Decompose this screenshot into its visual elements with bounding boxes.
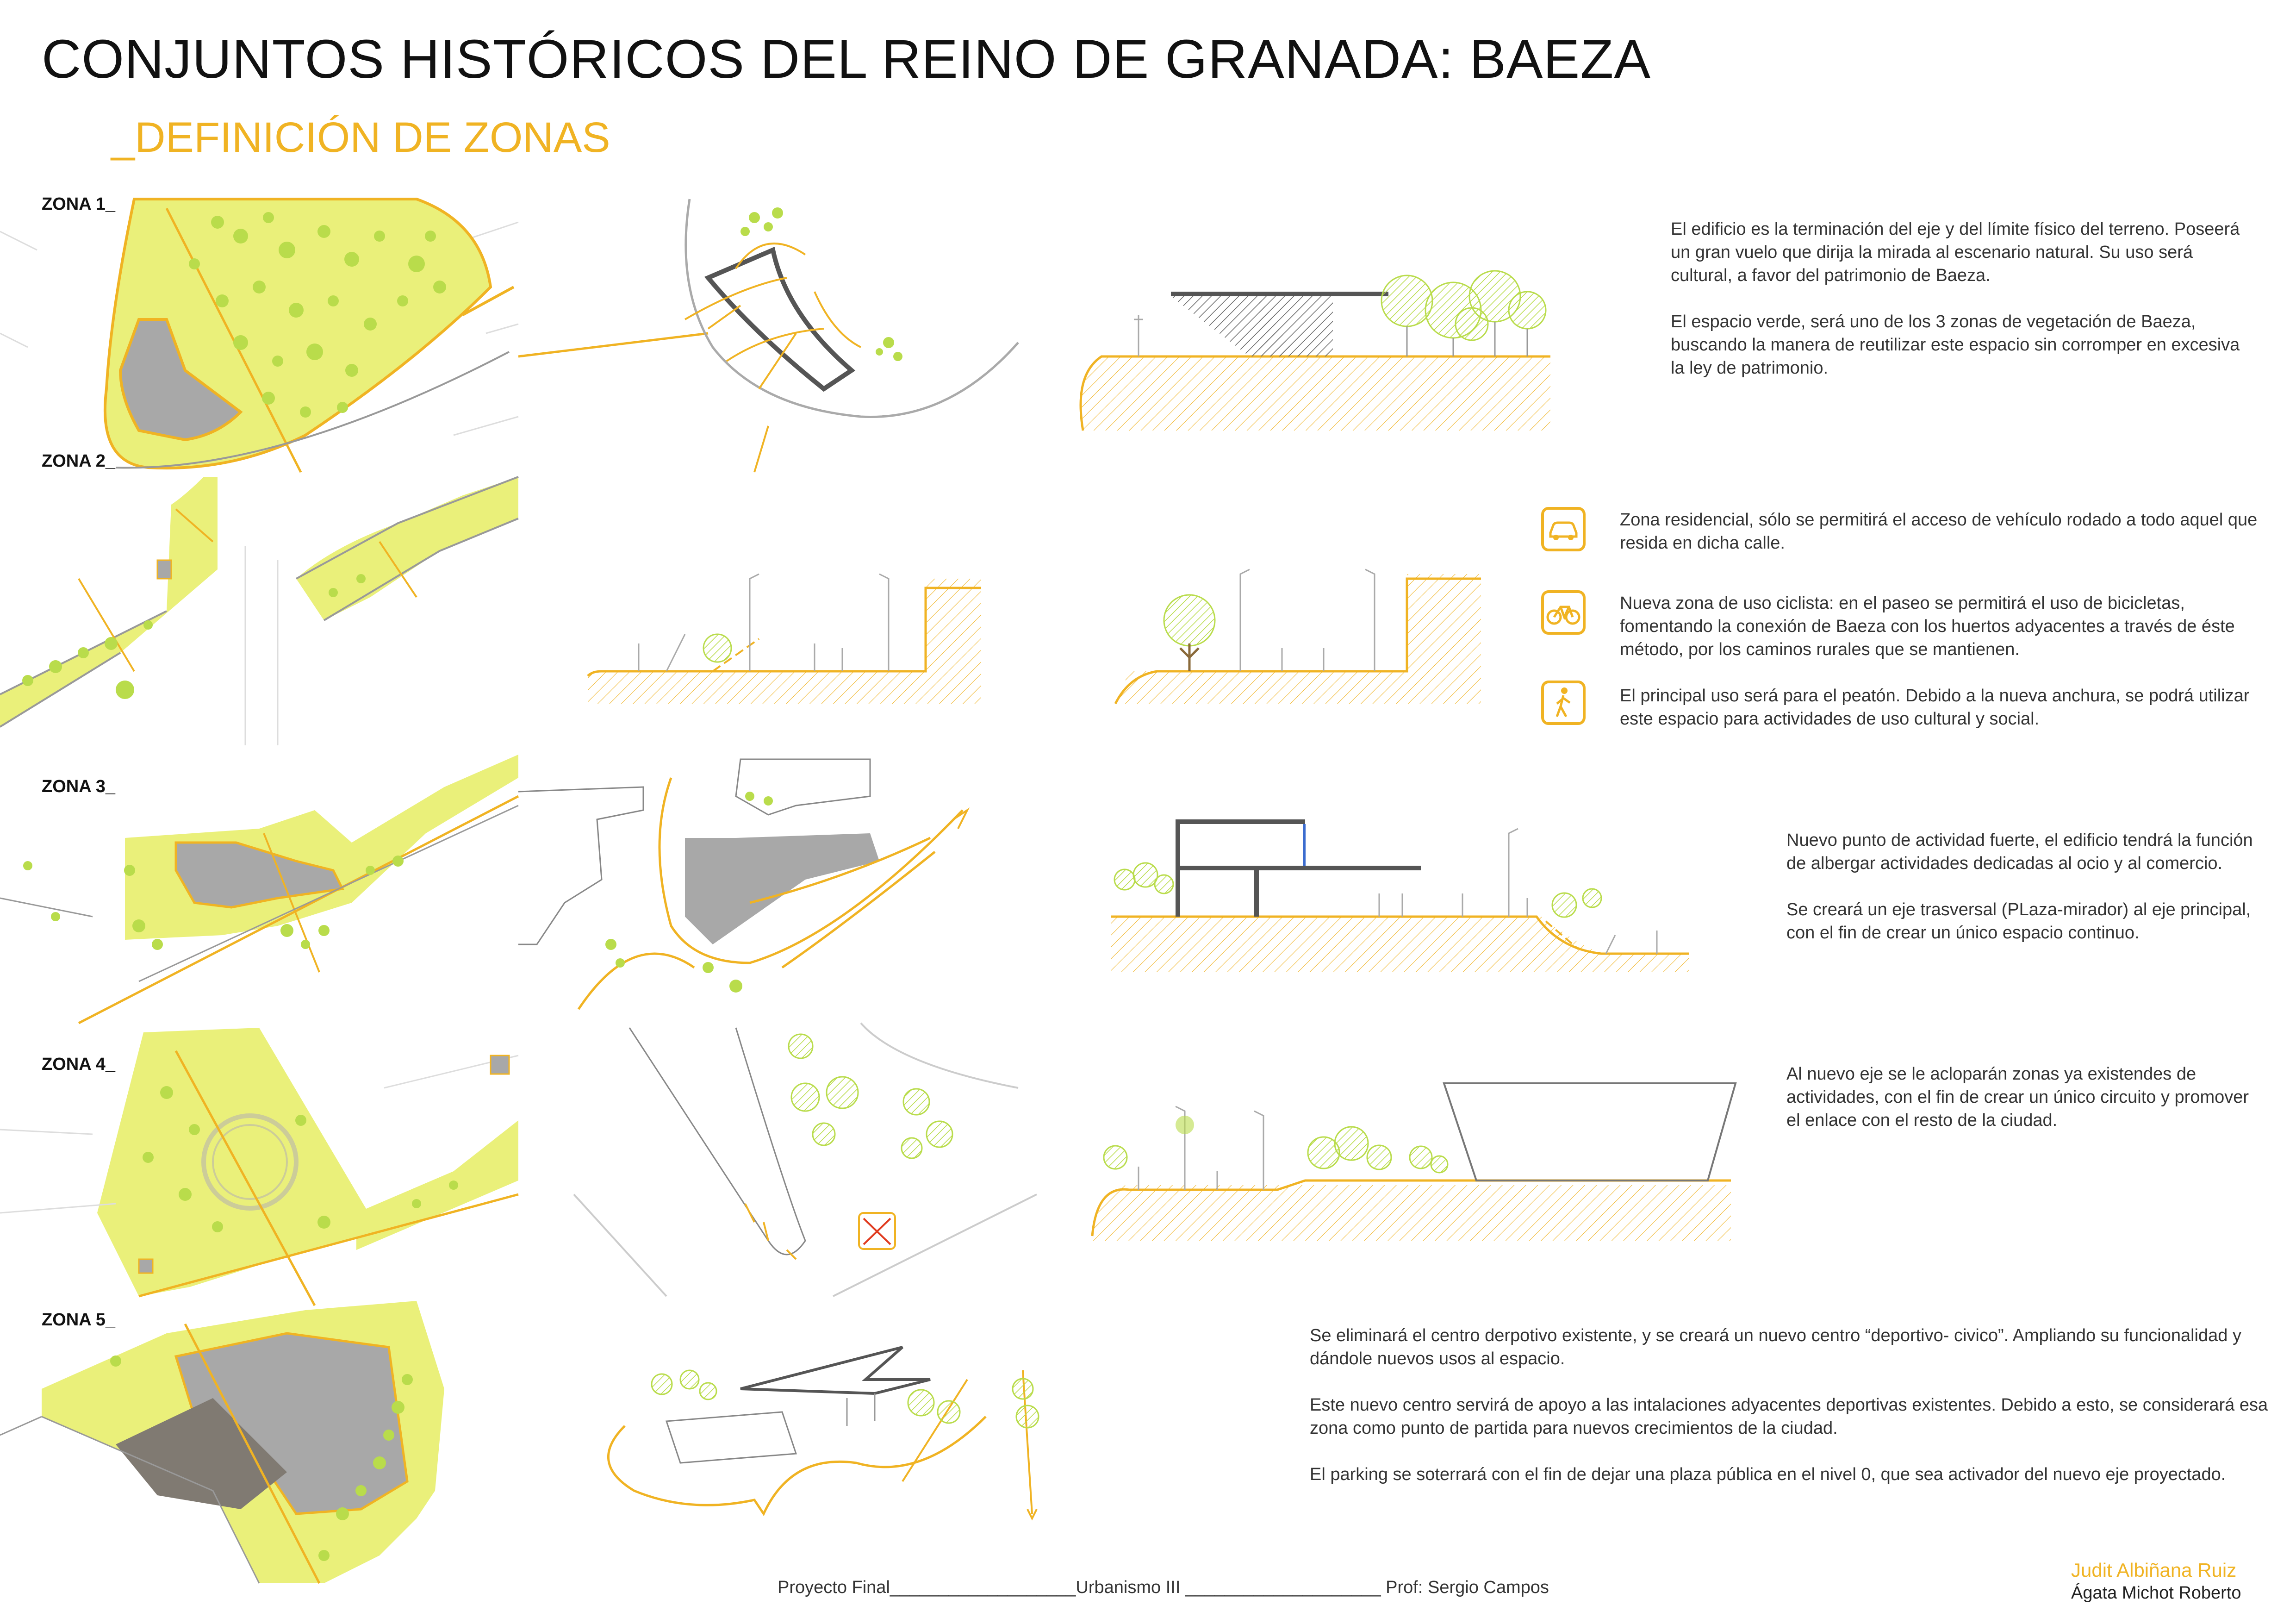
zone-1-paragraph-2: El espacio verde, será uno de los 3 zonas de vegetación de Baeza, buscando la manera de reutilizar este espacio sin corromper en excesiva la ley de patrimonio.: [1671, 312, 2240, 378]
pedestrian-icon: [1541, 681, 1586, 725]
zone-5-description: [1310, 1324, 2286, 1486]
zone-5-building-plan: [597, 1324, 1092, 1518]
zone-3-section: [1101, 815, 1694, 972]
zone-2-usage-2: Nueva zona de uso ciclista: en el paseo se permitirá el uso de bicicletas, fomentando la conexión de Baeza con los huertos adyacentes a través de éste método, por los caminos rurales que se mantienen.: [1620, 593, 2235, 659]
zone-2-section-a: [583, 565, 1014, 704]
zone-3-site-plan: [0, 750, 518, 1028]
zone-1-paragraph-1: El edificio es la terminación del eje y del límite físico del terreno. Poseerá un gran vuelo que dirija la mirada al escenario natural. Su uso será cultural, a favor del patrimonio de Baeza.: [1671, 219, 2240, 285]
zone-4-site-detail: [574, 1018, 1037, 1305]
zone-4-label: ZONA 4_: [42, 1055, 116, 1074]
zone-3-building-plan: [518, 750, 1018, 1018]
author-1: Judit Albiñana Ruiz: [2071, 1559, 2237, 1581]
zone-3-description: [1786, 829, 2254, 944]
footer-course-info: Proyecto Final___________________Urbanismo III ____________________ Prof: Sergio Campos: [778, 1578, 1549, 1597]
zone-2-label: ZONA 2_: [42, 451, 116, 471]
zone-5-paragraph-2: Este nuevo centro servirá de apoyo a las intalaciones adyacentes deportivas existentes. Debido a esto, se considerará esa zona como punto de partida para nuevos crecimientos de la ciudad.: [1310, 1395, 2268, 1438]
zone-2-section-b: [1111, 565, 1490, 704]
zone-5-paragraph-3: El parking se soterrará con el fin de dejar una plaza pública en el nivel 0, que sea activador del nuevo eje proyectado.: [1310, 1465, 2226, 1484]
zone-1-section: [1064, 259, 1555, 435]
zone-4-description: [1786, 1062, 2254, 1132]
zone-3-label: ZONA 3_: [42, 777, 116, 796]
page-title: CONJUNTOS HISTÓRICOS DEL REINO DE GRANADA: BAEZA: [42, 29, 1651, 90]
zone-3-paragraph-2: Se creará un eje trasversal (PLaza-mirador) al eje principal, con el fin de crear un único espacio continuo.: [1786, 900, 2251, 943]
zone-2-usage-1: Zona residencial, sólo se permitirá el acceso de vehículo rodado a todo aquel que resida en dicha calle.: [1620, 510, 2258, 553]
zone-5-label: ZONA 5_: [42, 1310, 116, 1330]
zone-3-paragraph-1: Nuevo punto de actividad fuerte, el edificio tendrá la función de albergar actividades dedicadas al ocio y al comercio.: [1786, 831, 2253, 873]
zone-4-paragraph-1: Al nuevo eje se le acloparán zonas ya existendes de actividades, con el fin de crear un único circuito y promover el enlace con el resto de la ciudad.: [1786, 1064, 2249, 1130]
zone-5-site-plan: [0, 1296, 518, 1583]
page-subtitle: _DEFINICIÓN DE ZONAS: [111, 114, 610, 161]
zone-1-building-plan: [648, 194, 1037, 481]
zone-1-description: [1671, 218, 2240, 380]
zone-2-site-plan: [0, 477, 518, 745]
zone-1-site-plan: [0, 194, 518, 481]
car-icon: [1541, 507, 1586, 551]
zone-1-label: ZONA 1_: [42, 194, 116, 214]
author-2: Ágata Michot Roberto: [2071, 1583, 2241, 1603]
zone-4-section: [1083, 1074, 1740, 1241]
bicycle-icon: [1541, 590, 1586, 635]
zone-4-site-plan: [0, 1018, 518, 1305]
zone-2-usage-3: El principal uso será para el peatón. Debido a la nueva anchura, se podrá utilizar este espacio para actividades de uso cultural y social.: [1620, 686, 2250, 729]
zone-5-paragraph-1: Se eliminará el centro derpotivo existente, y se creará un nuevo centro “deportivo- civico”. Ampliando su funcionalidad y dándole nuevos usos al espacio.: [1310, 1326, 2241, 1368]
